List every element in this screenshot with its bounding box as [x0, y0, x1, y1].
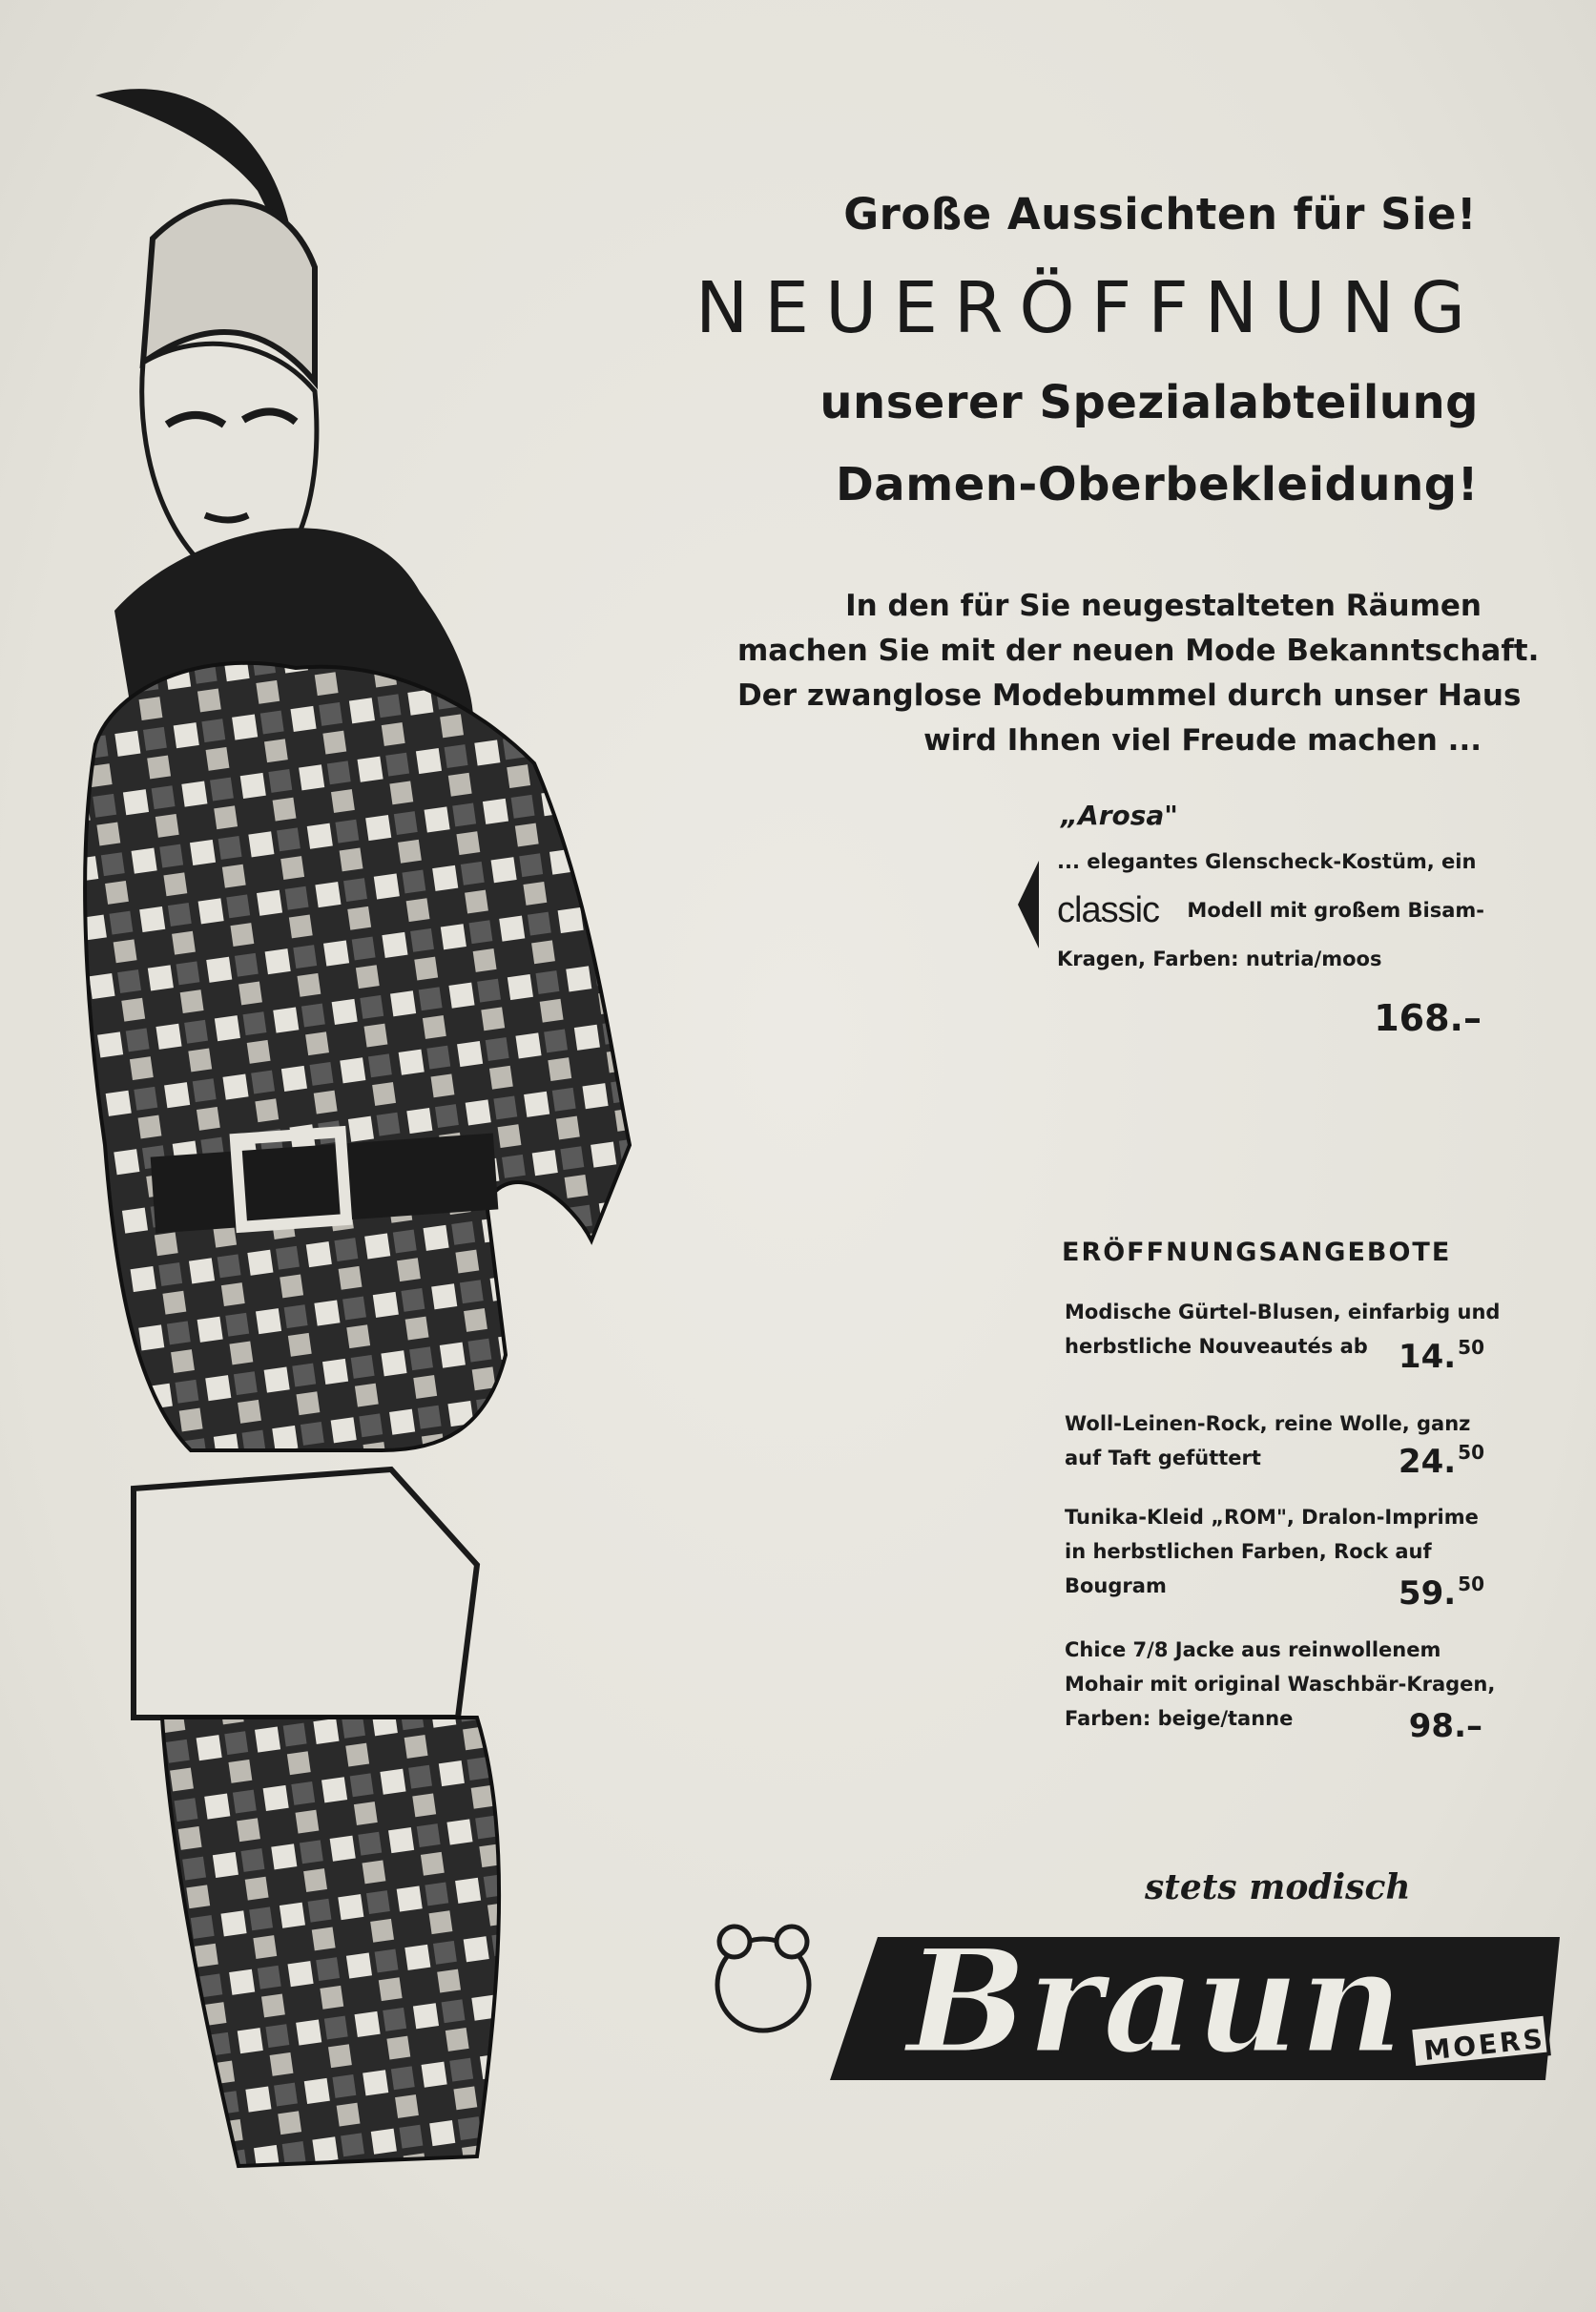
intro-line: machen Sie mit der neuen Mode Bekanntschaft.: [737, 634, 1540, 668]
featured-name: „Arosa": [1061, 800, 1178, 831]
featured-desc-line: Kragen, Farben: nutria/moos: [1057, 948, 1382, 970]
headline-line-1: unserer Spezialabteilung: [819, 376, 1479, 429]
intro-line: In den für Sie neugestalteten Räumen: [845, 589, 1482, 623]
offer-price: 59. $^{50}$: [1398, 1573, 1484, 1613]
brand-slogan: stets modisch: [1145, 1867, 1411, 1907]
offer-price: 98.–: [1408, 1707, 1482, 1745]
offer-price: 24. $^{50}$: [1398, 1441, 1484, 1481]
offer-item: Tunika-Kleid „ROM", Dralon-Imprime in herbstlichen Farben, Rock auf Bougram 59. $^{50}$: [1065, 1506, 1484, 1613]
offer-item: Woll-Leinen-Rock, reine Wolle, ganz auf Taft gefüttert 24. $^{50}$: [1065, 1412, 1484, 1481]
offer-item: Chice 7/8 Jacke aus reinwollenem Mohair mit original Waschbär-Kragen, Farben: beige/tanne 98.–: [1065, 1638, 1496, 1745]
featured-desc-line: ... elegantes Glenscheck-Kostüm, ein: [1057, 850, 1477, 873]
brand-name: Braun: [906, 1918, 1404, 2086]
featured-desc-line: classic Modell mit großem Bisam-: [1057, 886, 1484, 935]
intro-paragraph: [737, 584, 1540, 763]
offer-item: Modische Gürtel-Blusen, einfarbig und herbstliche Nouveautés ab 14. $^{50}$: [1065, 1301, 1501, 1376]
brand-city: MOERS: [1421, 2022, 1547, 2067]
headline-main: NEUERÖFFNUNG: [694, 267, 1482, 349]
headline-line-2: Damen-Oberbekleidung!: [835, 458, 1479, 511]
offers-title: ERÖFFNUNGSANGEBOTE: [1062, 1238, 1452, 1267]
headline-tagline: Große Aussichten für Sie!: [843, 189, 1477, 240]
brand-logo: [820, 1861, 1565, 2099]
pointer-arrow-icon: [1018, 861, 1039, 948]
offer-price: 14. $^{50}$: [1398, 1336, 1484, 1376]
featured-price: 168.–: [1374, 997, 1482, 1039]
intro-line: wird Ihnen viel Freude machen ...: [923, 723, 1482, 758]
intro-line: Der zwanglose Modebummel durch unser Haus: [737, 678, 1522, 713]
featured-description: [1057, 838, 1484, 984]
classic-label: classic: [1057, 890, 1160, 930]
